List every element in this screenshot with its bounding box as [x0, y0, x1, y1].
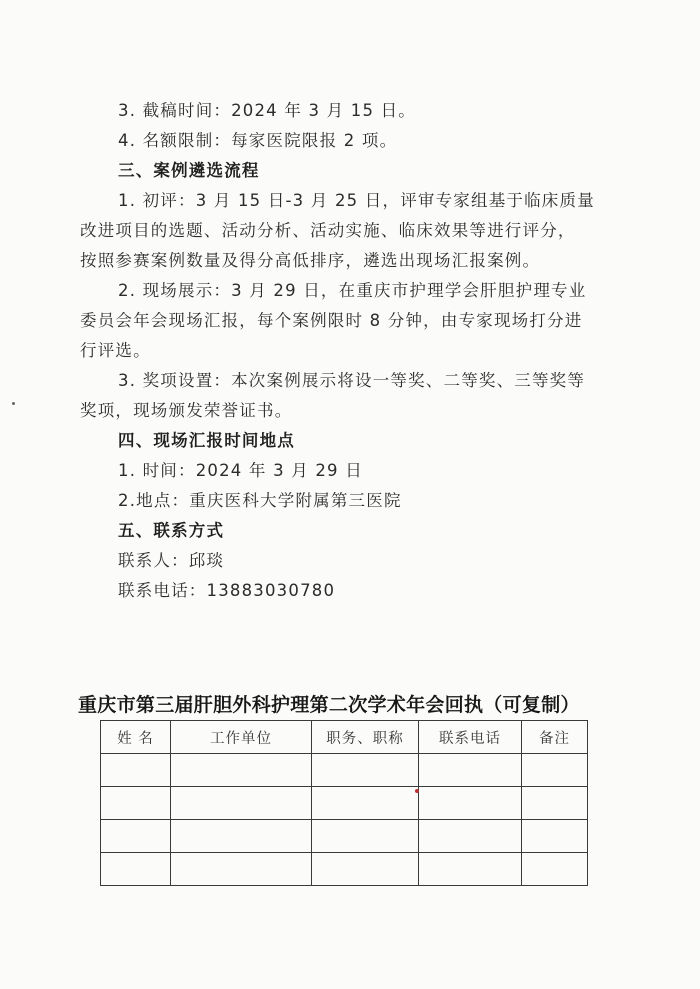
- receipt-title: 重庆市第三届肝胆外科护理第二次学术年会回执（可复制）: [78, 694, 580, 716]
- header-phone: 联系电话: [419, 721, 522, 754]
- table-row: [101, 754, 588, 787]
- scan-speck: [415, 789, 419, 793]
- table-row: [101, 820, 588, 853]
- table-cell: [171, 787, 312, 820]
- header-remarks: 备注: [522, 721, 588, 754]
- section-heading-contact: 五、联系方式: [118, 521, 225, 540]
- header-work-unit: 工作单位: [171, 721, 312, 754]
- table-cell: [522, 787, 588, 820]
- table-cell: [522, 754, 588, 787]
- contact-phone-line: 联系电话：13883030780: [118, 581, 336, 600]
- table-cell: [101, 820, 171, 853]
- table-cell: [522, 853, 588, 886]
- table-cell: [312, 787, 419, 820]
- deadline-line: 3. 截稿时间：2024 年 3 月 15 日。: [118, 101, 416, 120]
- time-line: 1. 时间：2024 年 3 月 29 日: [118, 461, 363, 480]
- quota-line: 4. 名额限制：每家医院限报 2 项。: [118, 131, 398, 150]
- paragraph-line: 1. 初评：3 月 15 日-3 月 25 日，评审专家组基于临床质量: [118, 191, 595, 210]
- table-cell: [419, 787, 522, 820]
- table-cell: [101, 754, 171, 787]
- table-cell: [522, 820, 588, 853]
- paragraph-line: 按照参赛案例数量及得分高低排序，遴选出现场汇报案例。: [80, 251, 541, 270]
- table-cell: [171, 754, 312, 787]
- table-cell: [171, 853, 312, 886]
- table-row: [101, 853, 588, 886]
- receipt-table: [100, 720, 588, 886]
- table-cell: [171, 820, 312, 853]
- paragraph-line: 奖项，现场颁发荣誉证书。: [80, 401, 293, 420]
- paragraph-line: 2. 现场展示：3 月 29 日，在重庆市护理学会肝胆护理专业: [118, 281, 587, 300]
- table-cell: [312, 754, 419, 787]
- header-position-title: 职务、职称: [312, 721, 419, 754]
- section-heading-selection: 三、案例遴选流程: [118, 161, 260, 180]
- paragraph-line: 3. 奖项设置：本次案例展示将设一等奖、二等奖、三等奖等: [118, 371, 586, 390]
- table-cell: [312, 820, 419, 853]
- section-heading-time-place: 四、现场汇报时间地点: [118, 431, 295, 450]
- table-cell: [101, 853, 171, 886]
- table-cell: [419, 820, 522, 853]
- header-name: 姓 名: [101, 721, 171, 754]
- paragraph-line: 改进项目的选题、活动分析、活动实施、临床效果等进行评分，: [80, 221, 576, 240]
- table-cell: [101, 787, 171, 820]
- place-line: 2.地点：重庆医科大学附属第三医院: [118, 491, 402, 510]
- scan-speck: [12, 402, 15, 405]
- table-cell: [419, 754, 522, 787]
- table-cell: [312, 853, 419, 886]
- paragraph-line: 委员会年会现场汇报，每个案例限时 8 分钟，由专家现场打分进: [80, 311, 583, 330]
- table-row: [101, 787, 588, 820]
- paragraph-line: 行评选。: [80, 341, 151, 360]
- contact-person-line: 联系人：邱琰: [118, 551, 225, 570]
- table-cell: [419, 853, 522, 886]
- receipt-header-row: [101, 721, 588, 754]
